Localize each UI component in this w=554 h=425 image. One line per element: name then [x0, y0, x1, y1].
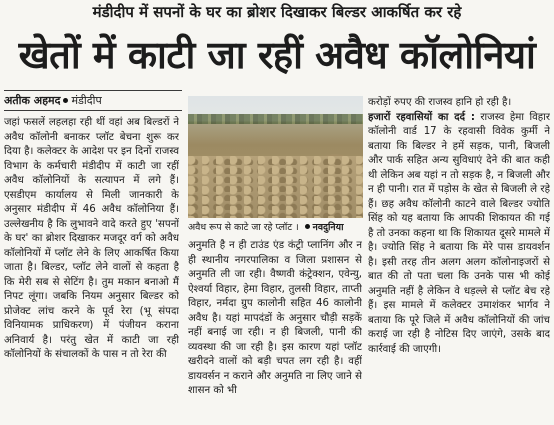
article-column-2: अनुमति है न ही टाउंड एंड कंट्री प्लानिंग और न ही स्थानीय नगरपालिका व जिला प्रशासन से अनुमति ली जा रही। वैष्णवी कंट्रेक्शन, एवेन्यु, ऐश्वर्या विहार, हेमा विहार, तुलसी विहार, ताप्ती विहार, नर्मदा ग्रुप कालोनी सहित 46 कालोनी अवैध है। यहां मापदंडों के अनुसार चौड़ी सड़कें नहीं बनाई जा रही। न ही बिजली, पानी की व्यवस्था की जा रही है। इस कारण यहां प्लॉट खरीदने वालों को बड़ी चपत लग रही है। वहीं डायवर्सन न कराने और अनुमति ना लिए जाने से शासन को भी: [188, 240, 362, 396]
byline: [4, 93, 102, 108]
headline-divider: [4, 90, 182, 91]
article-column-1: जहां फसलें लहलहा रही थीं वहां अब बिल्डरों ने अवैध कॉलोनी बनाकर प्लॉट बेचना शुरू कर दिया है। कलेक्टर के आदेश पर इन दिनों राजस्व विभाग के कर्मचारी मंडीदीप में काटी जा रहीं अवैध कॉलोनियों के सत्यापन में लगे हैं। एसडीएम कार्यालय से मिली जानकारी के अनुसार मंडीदीप में 46 अवैध कॉलोनिया हैं। उल्लेखनीय है कि लुभावने वादे करते हुए 'सपनों के घर' का ब्रोशर दिखाकर मजदूर वर्ग को अवैध कॉलोनियों में प्लॉट लेने के लिए आकर्षित किया जाता है। बिल्डर, प्लॉट लेने वालों से कहता है कि मेरी सब से सेटिंग है। तुम मकान बनाओ मैं निपट लूंगा। जबकि नियम अनुसार बिल्डर को प्रोजेक्ट लांच करने के पूर्व रेरा (भू संपदा विनियामक प्राधिकरण) में पंजीयन कराना अनिवार्य है। परंतु खेत में काटी जा रही कॉलोनियों के संचालकों के पास न तो रेरा की: [4, 117, 179, 360]
photo-credit: नवदुनिया: [312, 222, 344, 233]
photo-rubble: [188, 156, 363, 218]
column-3-subhead: हजारों रहवासियों का दर्द :: [368, 111, 475, 123]
byline-author: अतीक अहमद: [4, 94, 61, 107]
article-photo: [188, 96, 363, 218]
photo-caption: [188, 220, 363, 236]
photo-caption-text: अवैध रूप से काटे जा रहे प्लॉट ।: [188, 222, 299, 233]
photo-treeline: [188, 114, 363, 124]
byline-place: मंडीदीप: [71, 94, 102, 107]
article-column-3: [368, 96, 550, 422]
column-3-body: राजस्व हेमा विहार कॉलोनी वार्ड 17 के रहवासी विवेक कुर्मी ने बताया कि बिल्डर ने हमें सड़क, पानी, बिजली और पार्क सहित अन्य सुविधाएं देने की बात कही थी लेकिन अब यहां न तो सड़क है, न बिजली और न ही पानी। रात में पड़ोस के खेत से बिजली ले रहे हैं। छह अवैध कॉलोनी काटने वाले बिल्डर ज्योति सिंह को यह बताया कि आपकी शिकायत की गई है तो उनका कहना था कि शिकायत दूसरे मामले में है। ज्योति सिंह ने बताया कि मेरे पास डायवर्शन है। इसी तरह तीन अलग अलग कॉलोनाइजरों से बात की तो पता चला कि उनके पास भी कोई अनुमति नहीं है लेकिन वे धड़ल्ले से प्लॉट बेच रहे हैं। इस मामले में कलेक्टर उमाशंकर भार्गव ने बताया कि पूरे जिले में अवैध कॉलोनियों की जांच कराई जा रही है नोटिस दिए जाएंगे, उसके बाद कार्रवाई की जाएगी।: [368, 111, 550, 355]
column-3-intro: करोड़ों रुपए की राजस्व हानि हो रही है।: [368, 97, 512, 108]
bullet-icon: [305, 224, 310, 229]
bullet-icon: [63, 98, 68, 103]
byline-divider: [4, 110, 182, 111]
main-headline: खेतों में काटी जा रहीं अवैध कॉलोनियां: [18, 33, 536, 77]
kicker-headline: मंडीदीप में सपनों के घर का ब्रोशर दिखाकर बिल्डर आकर्षित कर रहे: [92, 3, 462, 21]
